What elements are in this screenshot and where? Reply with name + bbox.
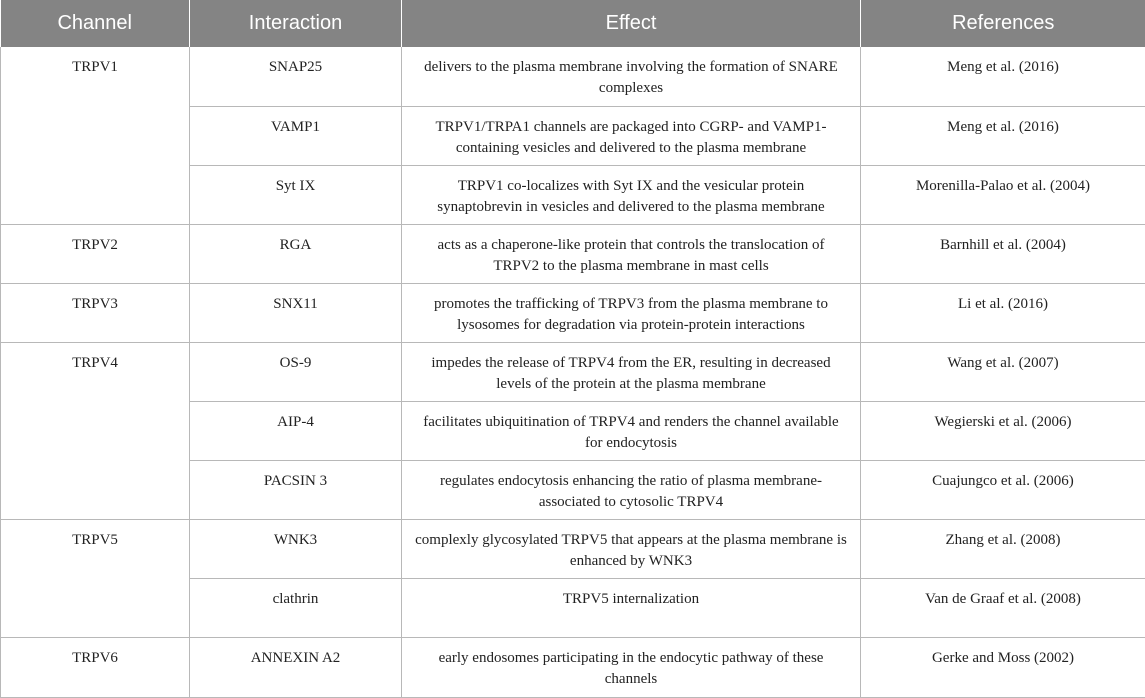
reference-cell: Li et al. (2016) xyxy=(861,283,1145,342)
interaction-cell: ANNEXIN A2 xyxy=(190,637,402,697)
interaction-cell: VAMP1 xyxy=(190,106,402,165)
effect-cell: complexly glycosylated TRPV5 that appears at the plasma membrane is enhanced by WNK3 xyxy=(402,519,861,578)
header-interaction: Interaction xyxy=(190,0,402,47)
table-row xyxy=(1,283,1145,342)
channel-cell: TRPV3 xyxy=(1,283,190,342)
header-references: References xyxy=(861,0,1145,47)
table-row xyxy=(1,637,1145,697)
effect-cell: TRPV5 internalization xyxy=(402,578,861,637)
table-row xyxy=(1,342,1145,401)
table-header xyxy=(1,0,1145,47)
reference-cell: Van de Graaf et al. (2008) xyxy=(861,578,1145,637)
channel-cell: TRPV5 xyxy=(1,519,190,637)
effect-cell: impedes the release of TRPV4 from the ER, resulting in decreased levels of the protein at the plasma membrane xyxy=(402,342,861,401)
reference-cell: Cuajungco et al. (2006) xyxy=(861,460,1145,519)
header-effect: Effect xyxy=(402,0,861,47)
effect-cell: TRPV1/TRPA1 channels are packaged into CGRP- and VAMP1-containing vesicles and delivered to the plasma membrane xyxy=(402,106,861,165)
interaction-cell: SNX11 xyxy=(190,283,402,342)
interaction-cell: RGA xyxy=(190,224,402,283)
effect-cell: promotes the trafficking of TRPV3 from the plasma membrane to lysosomes for degradation via protein-protein interactions xyxy=(402,283,861,342)
interaction-cell: clathrin xyxy=(190,578,402,637)
reference-cell: Barnhill et al. (2004) xyxy=(861,224,1145,283)
channel-cell: TRPV4 xyxy=(1,342,190,519)
reference-cell: Gerke and Moss (2002) xyxy=(861,637,1145,697)
header-channel: Channel xyxy=(1,0,190,47)
interaction-cell: OS-9 xyxy=(190,342,402,401)
reference-cell: Meng et al. (2016) xyxy=(861,47,1145,106)
interaction-cell: WNK3 xyxy=(190,519,402,578)
table-row xyxy=(1,47,1145,106)
channel-cell: TRPV6 xyxy=(1,637,190,697)
interaction-cell: Syt IX xyxy=(190,165,402,224)
effect-cell: delivers to the plasma membrane involving the formation of SNARE complexes xyxy=(402,47,861,106)
table-row xyxy=(1,224,1145,283)
reference-cell: Zhang et al. (2008) xyxy=(861,519,1145,578)
effect-cell: early endosomes participating in the endocytic pathway of these channels xyxy=(402,637,861,697)
reference-cell: Meng et al. (2016) xyxy=(861,106,1145,165)
channel-cell: TRPV1 xyxy=(1,47,190,224)
channel-cell: TRPV2 xyxy=(1,224,190,283)
table-row xyxy=(1,519,1145,578)
reference-cell: Wegierski et al. (2006) xyxy=(861,401,1145,460)
header-row xyxy=(1,0,1145,47)
interaction-cell: AIP-4 xyxy=(190,401,402,460)
interaction-cell: PACSIN 3 xyxy=(190,460,402,519)
table-body xyxy=(1,47,1145,697)
interaction-cell: SNAP25 xyxy=(190,47,402,106)
reference-cell: Morenilla-Palao et al. (2004) xyxy=(861,165,1145,224)
effect-cell: regulates endocytosis enhancing the ratio of plasma membrane-associated to cytosolic TRPV4 xyxy=(402,460,861,519)
effect-cell: facilitates ubiquitination of TRPV4 and renders the channel available for endocytosis xyxy=(402,401,861,460)
effect-cell: TRPV1 co-localizes with Syt IX and the vesicular protein synaptobrevin in vesicles and delivered to the plasma membrane xyxy=(402,165,861,224)
effect-cell: acts as a chaperone-like protein that controls the translocation of TRPV2 to the plasma membrane in mast cells xyxy=(402,224,861,283)
reference-cell: Wang et al. (2007) xyxy=(861,342,1145,401)
